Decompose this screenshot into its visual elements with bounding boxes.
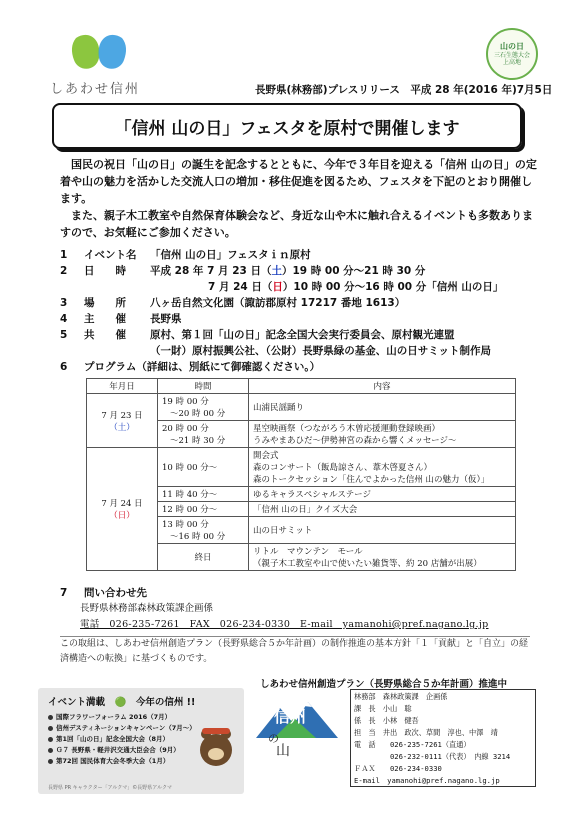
- date-cell: [87, 448, 158, 571]
- date-text: 7 月 23 日: [101, 410, 143, 421]
- content-line: 星空映画祭（つながろう木曽応援運動登録映画）: [253, 424, 441, 434]
- contact-dept: 長野県林務部森林政策課企画係: [80, 603, 214, 614]
- content-line: （親子木工教室や山で使いたい雑貨等、約 20 店舗が出展）: [253, 559, 482, 569]
- event-info-list: [60, 247, 540, 375]
- content-line: リトル マウンテン モール: [253, 547, 363, 557]
- intro-paragraph: 国民の祝日「山の日」の誕生を記念するとともに、今年で３年目を迎える「信州 山の日」の定着や山の魅力を活かした交流人口の増加・移住促進を図るため、フェスタを下記のとおり開催します。: [60, 158, 537, 205]
- date-text: 平成 28 年 7 月 23 日（: [150, 265, 272, 277]
- time-end: ～20 時 00 分: [170, 409, 226, 419]
- event-box-footer: 長野県 PR キャラクター「アルクマ」©長野県アルクマ: [48, 785, 172, 791]
- time-cell: [158, 487, 249, 502]
- column-header: 時間: [158, 379, 249, 394]
- content-line: うみやまあひだ～伊勢神宮の森から響くメッセージ～: [253, 436, 457, 446]
- info-value: [150, 263, 425, 279]
- info-label: 主 催: [84, 313, 126, 325]
- event-box-heading: イベント満載 🟢 今年の信州 !!: [48, 697, 196, 708]
- content-cell: [249, 394, 516, 421]
- shinshu-no-yama-logo: [254, 694, 340, 760]
- table-row: [87, 448, 516, 487]
- time-cell: [158, 394, 249, 421]
- contact-box-line[interactable]: E-mail yamanohi@pref.nagano.lg.jp: [354, 776, 500, 785]
- date-cell: [87, 394, 158, 448]
- time-start: 12 時 00 分～: [162, 505, 218, 515]
- time-start: 11 時 40 分～: [162, 490, 218, 500]
- bullet-icon: [48, 715, 53, 720]
- list-item-label: 第72回 国民体育大会冬季大会（1月）: [56, 757, 170, 765]
- info-place: [60, 295, 540, 311]
- contact-box-line: 林務部 森林政策課 企画係: [354, 692, 448, 701]
- contact-box-line: 係 長 小林 健吾: [354, 716, 419, 725]
- table-row: [87, 394, 516, 421]
- info-num: 6: [60, 361, 68, 373]
- list-item-label: 信州デスティネーションキャンペーン（7月～）: [56, 724, 196, 732]
- column-header: 年月日: [87, 379, 158, 394]
- info-value: 長野県: [150, 313, 182, 325]
- content-cell: [249, 487, 516, 502]
- day-of-week: （日）: [109, 511, 135, 521]
- time-cell: [158, 448, 249, 487]
- contact-heading-text: 問い合わせ先: [84, 587, 147, 599]
- contact-heading: [60, 585, 489, 601]
- info-event: [60, 247, 540, 263]
- sunday-mark: 日: [272, 281, 283, 293]
- list-item: [48, 734, 196, 745]
- info-num: 3: [60, 297, 68, 309]
- time-cell: [158, 502, 249, 517]
- badge-line: 上高地: [502, 58, 521, 66]
- contact-box-line: 電 話 026-235-7261（直通）: [354, 740, 471, 749]
- list-item: [48, 712, 196, 723]
- info-num: 7: [60, 587, 68, 599]
- table-header-row: [87, 379, 516, 394]
- contact-box-line: 課 長 小山 聡: [354, 704, 412, 713]
- info-label: 場 所: [84, 297, 126, 309]
- content-line: 「信州 山の日」クイズ大会: [253, 505, 358, 515]
- event-list: [48, 712, 196, 767]
- list-item-label: 第1回「山の日」記念全国大会（8月）: [56, 735, 170, 743]
- contact-section: [60, 585, 489, 633]
- info-num: 2: [60, 265, 68, 277]
- date-text: 7 月 24 日: [101, 499, 143, 509]
- plan-note: この取組は、しあわせ信州創造プラン（長野県総合５か年計画）の制作推進の基本方針「１「貢献」と「自立」の経済構造への転換」に基づくものです。: [60, 639, 529, 664]
- badge-line: 山の日: [500, 42, 524, 52]
- info-date: [60, 263, 540, 279]
- date-text: 7 月 24 日（: [208, 281, 273, 293]
- time-start: 19 時 00 分: [162, 397, 209, 407]
- event-box: [38, 688, 244, 794]
- list-item-label: Ｇ７ 長野県・軽井沢交通大臣会合（9月）: [56, 746, 180, 754]
- content-cell: [249, 517, 516, 544]
- day-of-week: （土）: [109, 422, 135, 433]
- info-value: [208, 279, 503, 295]
- arukuma-mascot-icon: [196, 722, 236, 768]
- info-label: 共 催: [84, 329, 126, 341]
- badge-line: 三石生態大会: [493, 51, 530, 59]
- time-start: 20 時 00 分: [162, 424, 209, 434]
- content-cell: [249, 421, 516, 448]
- logo-text: の: [268, 732, 279, 745]
- date-text: ）19 時 00 分～21 時 30 分: [281, 265, 426, 277]
- bullet-icon: [48, 748, 53, 753]
- contact-box-line: ＦＡＸ 026-234-0330: [354, 764, 442, 773]
- logo-text: 信州: [274, 707, 307, 726]
- content-line: 森のコンサート（飯島諒さん、葦木啓夏さん）: [253, 463, 433, 473]
- bullet-icon: [48, 737, 53, 742]
- saturday-mark: 土: [271, 265, 282, 277]
- content-line: 山の日サミット: [253, 526, 313, 536]
- info-label: 日 時: [84, 265, 126, 277]
- list-item: [48, 723, 196, 734]
- content-cell: [249, 448, 516, 487]
- contact-box-line: 担 当 井出 政次、草間 淳也、中澤 靖: [354, 728, 498, 737]
- page-title: 「信州 山の日」フェスタを原村で開催します: [52, 103, 522, 149]
- time-cell: [158, 517, 249, 544]
- info-label: イベント名: [84, 249, 137, 261]
- info-cohost: [60, 327, 540, 343]
- info-value: 「信州 山の日」フェスタｉｎ原村: [150, 249, 311, 261]
- info-cohost-2: [60, 343, 540, 359]
- contact-box-line: 026-232-0111（代表） 内線 3214: [354, 752, 511, 761]
- content-line: ゆるキャラスペシャルステージ: [253, 490, 371, 500]
- column-header: 内容: [249, 379, 516, 394]
- contact-line[interactable]: 電話 026-235-7261 FAX 026-234-0330 E-mail yamanohi@pref.nagano.lg.jp: [80, 619, 489, 630]
- program-table: [86, 378, 516, 571]
- content-line: 開会式: [253, 451, 279, 461]
- logo-text: 山: [276, 743, 290, 759]
- time-end: ～16 時 00 分: [170, 532, 226, 542]
- info-value: 八ヶ岳自然文化園（諏訪郡原村 17217 番地 1613）: [150, 297, 406, 309]
- info-value: （一財）原村振興公社、（公財）長野県緑の基金、山の日サミット制作局: [150, 345, 492, 357]
- content-cell: [249, 544, 516, 571]
- intro: [60, 156, 540, 241]
- time-cell: [158, 421, 249, 448]
- intro-paragraph: また、親子木工教室や自然保育体験会など、身近な山や木に触れ合えるイベントも多数ありますので、お気軽にご参加ください。: [60, 209, 533, 239]
- info-num: 1: [60, 249, 68, 261]
- list-item-label: 国際フラワーフォーラム 2016（7月）: [56, 713, 172, 721]
- info-date-2: [60, 279, 540, 295]
- content-line: 山浦民謡踊り: [253, 403, 305, 413]
- info-num: 4: [60, 313, 68, 325]
- list-item: [48, 745, 196, 756]
- shiawase-shinshu-logo: [68, 28, 130, 78]
- content-cell: [249, 502, 516, 517]
- yama-no-hi-badge: [486, 28, 538, 80]
- release-line: 長野県(林務部)プレスリリース 平成 28 年(2016 年)7月5日: [255, 84, 553, 96]
- content-line: 森のトークセッション「住んでよかった信州 山の魅力（仮）」: [253, 475, 490, 485]
- time-start: 13 時 00 分: [162, 520, 209, 530]
- info-label: プログラム（詳細は、別紙にて御確認ください。）: [84, 361, 321, 373]
- bullet-icon: [48, 759, 53, 764]
- info-host: [60, 311, 540, 327]
- time-start: 終日: [194, 553, 212, 563]
- bullet-icon: [48, 726, 53, 731]
- time-cell: [158, 544, 249, 571]
- list-item: [48, 756, 196, 767]
- plan-label: しあわせ信州創造プラン（長野県総合５か年計画）推進中: [260, 679, 508, 690]
- date-text: ）10 時 00 分～16 時 00 分「信州 山の日」: [282, 281, 504, 293]
- contact-box: [350, 689, 536, 787]
- time-end: ～21 時 30 分: [170, 436, 226, 446]
- info-value: 原村、第１回「山の日」記念全国大会実行委員会、原村観光連盟: [150, 329, 455, 341]
- info-program: [60, 359, 540, 375]
- logo-text: しあわせ信州: [50, 82, 141, 97]
- info-num: 5: [60, 329, 68, 341]
- time-start: 10 時 00 分～: [162, 463, 218, 473]
